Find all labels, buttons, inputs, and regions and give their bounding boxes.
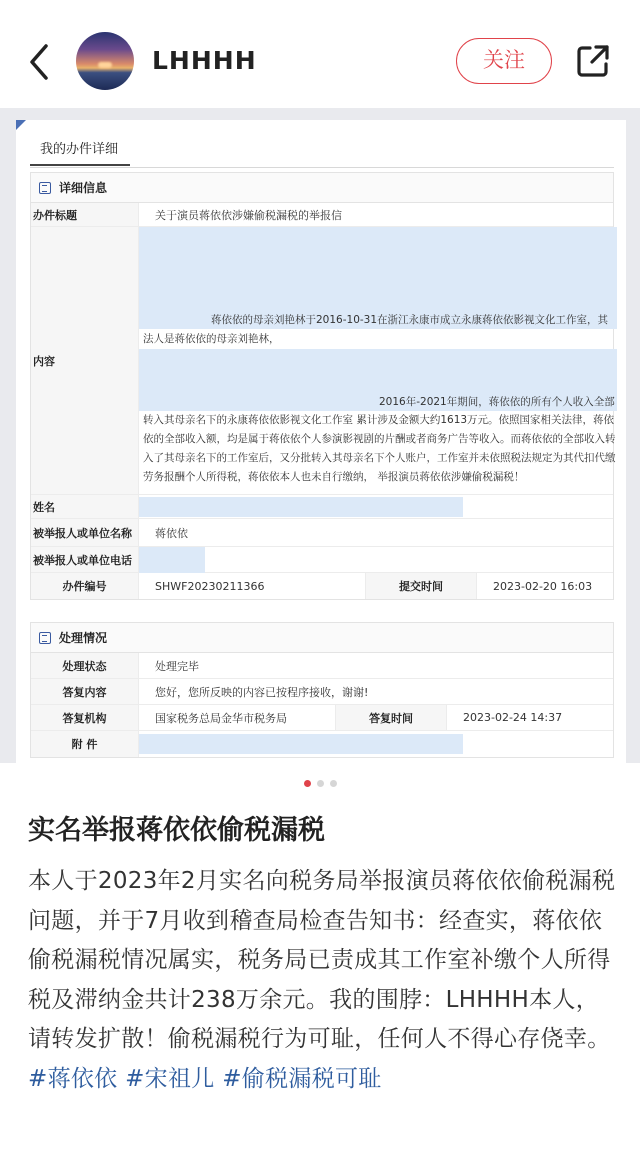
chevron-left-icon xyxy=(22,38,58,86)
name-value-redacted xyxy=(139,495,613,518)
phone-value-redacted xyxy=(139,547,613,572)
attachment-redacted xyxy=(139,731,613,757)
carousel-dot[interactable] xyxy=(330,780,337,787)
post-body-text: 本人于2023年2月实名向税务局举报演员蒋依依偷税漏税问题，并于7月收到稽查局检查告知书：经查实，蒋依依偷税漏税情况属实，税务局已责成其工作室补缴个人所得税及滞纳金共计238万余元。我的围脖：LHHHH本人，请转发扩散！偷税漏税行为可耻，任何人不得心存侥幸。 xyxy=(28,868,616,1052)
hashtag-link[interactable]: #宋祖儿 xyxy=(125,1065,215,1092)
hashtag-link[interactable]: #偷税漏税可耻 xyxy=(222,1065,382,1092)
carousel-dot[interactable] xyxy=(317,780,324,787)
post-title: 实名举报蒋依依偷税漏税 xyxy=(28,815,325,846)
details-section: 详细信息 办件标题 关于演员蒋依依涉嫌偷税漏税的举报信 内容 蒋依依的母亲刘艳林于2016-10-31在浙江永康市成立永康蒋依依影视文化工作室，其 法人是蒋依依的母亲刘艳林， 2016年-2021年期间，蒋依依的所有个人收入全部 转入其母亲名下的永康蒋依依影视文化工作室 累计涉及金额大约1613万元。依照国家相关法律，蒋依依的全部收入额，均是属于蒋依依个人参演影视剧的片酬或者商务广告等收入。而蒋依依的全部收入转入了其母亲名下的工作室后，又分批转入其母亲名下个人账户，工作室并未依照税法规定为其代扣代缴劳务报酬个人所得税，蒋依依本人也未自行缴纳， 举报演员蒋依依涉嫌偷税漏税！ 姓名 被举报人或单位名称 蒋依依 被举报人或单位电话 办件编号 SHWF20230211366 提交时间 2023-02-20 16:03 xyxy=(30,172,614,600)
case-title: 关于演员蒋依依涉嫌偷税漏税的举报信 xyxy=(155,208,342,222)
post-body xyxy=(28,862,618,1099)
post-header xyxy=(0,0,640,108)
reply-org: 国家税务总局金华市税务局 xyxy=(155,711,287,725)
reply-content: 您好，您所反映的内容已按程序接收，谢谢! xyxy=(155,685,369,699)
reply-time: 2023-02-24 14:37 xyxy=(463,711,563,724)
hashtag-link[interactable]: #蒋依依 xyxy=(28,1065,118,1092)
share-button[interactable] xyxy=(574,42,612,80)
submit-time: 2023-02-20 16:03 xyxy=(493,579,593,593)
list-icon xyxy=(39,182,51,194)
content-text: 蒋依依的母亲刘艳林于2016-10-31在浙江永康市成立永康蒋依依影视文化工作室，其 法人是蒋依依的母亲刘艳林， 2016年-2021年期间，蒋依依的所有个人收入全部 转入其母亲名下的永康蒋依依影视文化工作室 累计涉及金额大约1613万元。依照国家相关法律，蒋依依的全部收入额，均是属于蒋依依个人参演影视剧的片酬或者商务广告等收入。而蒋依依的全部收入转入了其母亲名下的工作室后，又分批转入其母亲名下个人账户，工作室并未依照税法规定为其代扣代缴劳务报酬个人所得税，蒋依依本人也未自行缴纳， 举报演员蒋依依涉嫌偷税漏税！ xyxy=(139,227,613,495)
share-icon xyxy=(574,42,612,80)
carousel-indicator xyxy=(0,780,640,787)
details-heading: 详细信息 xyxy=(31,173,613,203)
list-icon xyxy=(39,632,51,644)
case-number: SHWF20230211366 xyxy=(155,579,265,593)
doc-tab: 我的办件详细 xyxy=(30,140,130,166)
carousel-dot[interactable] xyxy=(304,780,311,787)
username[interactable]: LHHHH xyxy=(152,46,257,75)
follow-button[interactable]: 关注 xyxy=(456,38,552,84)
case-detail-document xyxy=(16,120,626,763)
handling-section: 处理情况 处理状态 处理完毕 答复内容 您好，您所反映的内容已按程序接收，谢谢! 答复机构 国家税务总局金华市税务局 答复时间 2023-02-24 14:37 附 件 xyxy=(30,622,614,758)
back-button[interactable] xyxy=(22,38,58,86)
post-image[interactable] xyxy=(0,108,640,763)
reported-name: 蒋依依 xyxy=(155,526,188,540)
handling-status: 处理完毕 xyxy=(155,659,199,673)
handling-heading: 处理情况 xyxy=(31,623,613,653)
avatar[interactable] xyxy=(76,32,134,90)
